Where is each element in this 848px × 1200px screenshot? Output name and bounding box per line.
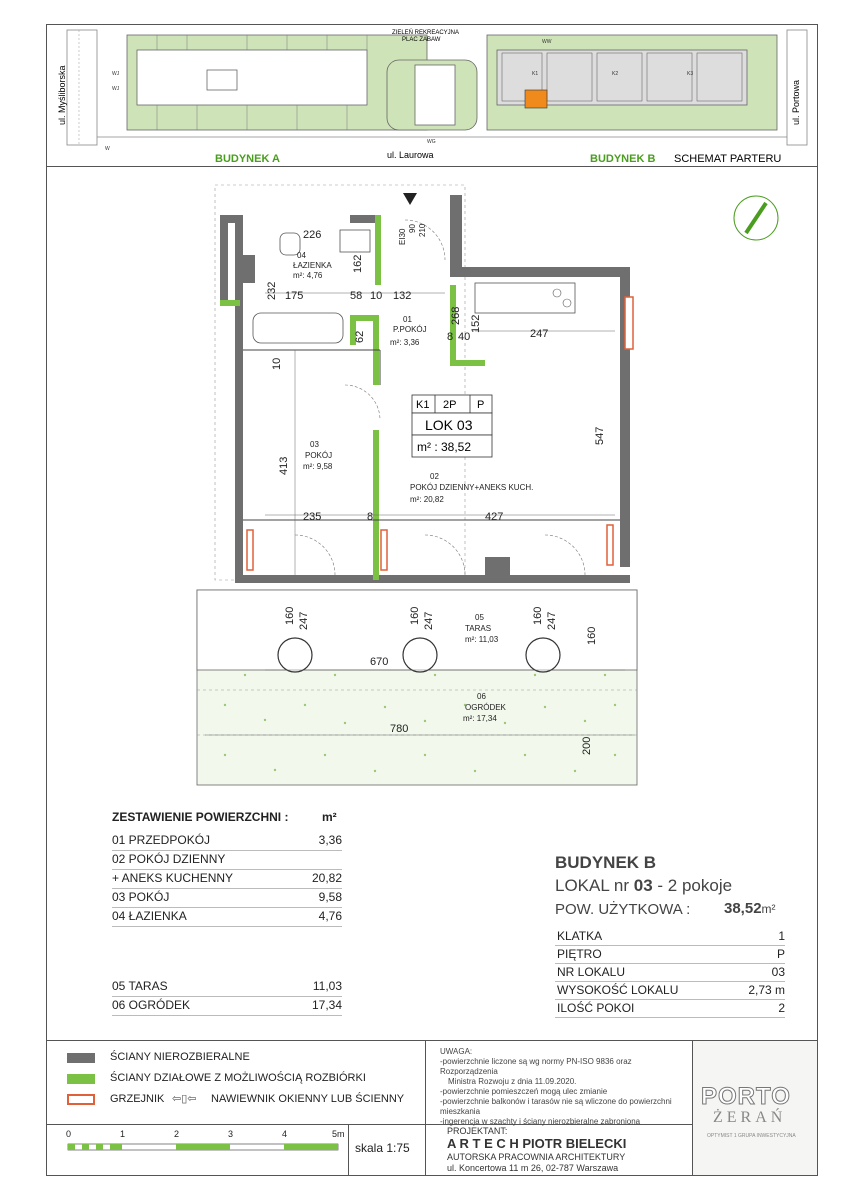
room-terrace-num: 05 <box>475 613 484 622</box>
room-hall-area: m²: 3,36 <box>390 338 420 347</box>
mark-k1: K1 <box>532 71 539 77</box>
divider <box>425 1040 426 1176</box>
dim: 58 <box>350 290 363 302</box>
dim: 235 <box>303 511 322 523</box>
lokal-title: LOKAL nr 03 - 2 pokoje <box>555 876 733 895</box>
room-garden-name: OGRÓDEK <box>465 703 506 712</box>
lok-rooms: 2P <box>443 399 457 411</box>
dim: 200 <box>581 736 593 755</box>
schema-label: SCHEMAT PARTERU <box>674 153 782 165</box>
summary-row: 01 PRZEDPOKÓJ 3,36 <box>112 832 342 851</box>
info-row: NR LOKALU 03 <box>555 964 785 982</box>
summary-heading: ZESTAWIENIE POWIERZCHNI : <box>112 810 289 824</box>
door-label: EI30 <box>398 228 407 245</box>
dim: 160 <box>586 626 598 645</box>
vent-icon: ⇦▯⇦ <box>172 1093 197 1105</box>
dim: 247 <box>546 611 558 630</box>
legend-removable-label: ŚCIANY DZIAŁOWE Z MOŻLIWOŚCIĄ ROZBIÓRKI <box>110 1072 366 1084</box>
dim: 10 <box>370 290 383 302</box>
dim: 40 <box>458 331 471 343</box>
room-room-num: 03 <box>310 440 319 449</box>
designer-address: ul. Koncertowa 11 m 26, 02-787 Warszawa <box>447 1163 619 1173</box>
dim: 427 <box>485 511 504 523</box>
info-row: KLATKA 1 <box>555 928 785 946</box>
building-a-label: BUDYNEK A <box>215 153 280 165</box>
dim: 162 <box>352 254 364 273</box>
dim: 247 <box>423 611 435 630</box>
scale-tick: 4 <box>282 1129 288 1139</box>
logo-line1: PORTO <box>701 1083 791 1110</box>
info-row: ILOŚĆ POKOI 2 <box>555 1000 785 1018</box>
designer-sub: AUTORSKA PRACOWNIA ARCHITEKTURY <box>447 1152 626 1162</box>
designer-name: A R T E C H PIOTR BIELECKI <box>447 1136 627 1151</box>
floor-plan <box>185 175 655 795</box>
room-garden-area: m²: 17,34 <box>463 714 497 723</box>
mark-k2: K2 <box>612 71 619 77</box>
dim: 160 <box>532 606 544 625</box>
dim: 175 <box>285 290 304 302</box>
area-value: 38,52m² <box>724 900 776 917</box>
scale-label: skala 1:75 <box>355 1141 410 1155</box>
green-area-label: ZIELEŃ REKREACYJNA <box>392 30 460 36</box>
building-title: BUDYNEK B <box>555 853 657 872</box>
dim: 247 <box>530 328 549 340</box>
street-bottom-label: ul. Laurowa <box>387 150 434 160</box>
room-bath-name: ŁAZIENKA <box>293 261 332 270</box>
area-label: POW. UŻYTKOWA : <box>555 901 691 918</box>
logo-line2: ŻERAŃ <box>713 1109 787 1126</box>
room-bath-area: m²: 4,76 <box>293 271 323 280</box>
info-row: WYSOKOŚĆ LOKALU 2,73 m <box>555 982 785 1000</box>
dim: 152 <box>470 314 482 333</box>
room-hall-num: 01 <box>403 315 412 324</box>
door-label: 210 <box>418 223 427 237</box>
scale-tick: 0 <box>66 1129 72 1139</box>
dim: 160 <box>409 606 421 625</box>
room-garden-num: 06 <box>477 692 486 701</box>
dim: 132 <box>393 290 412 302</box>
dim: 547 <box>594 426 606 445</box>
building-b-label: BUDYNEK B <box>590 153 656 165</box>
notes-line: -powierzchnie balkonów i tarasów nie są wliczone do powierzchni mieszkania <box>440 1097 672 1116</box>
legend-swatch-removable <box>67 1074 95 1084</box>
designer-label: PROJEKTANT: <box>447 1126 508 1136</box>
mark-wj: WJ <box>112 86 120 92</box>
logo-tagline: OPTYMIST 1 GRUPA INWESTYCYJNA <box>707 1133 796 1139</box>
divider <box>46 166 818 167</box>
room-living-num: 02 <box>430 472 439 481</box>
playground-label: PLAC ZABAW <box>402 37 441 43</box>
mark-wj: WJ <box>112 71 120 77</box>
room-room-area: m²: 9,58 <box>303 462 333 471</box>
info-row: PIĘTRO P <box>555 946 785 964</box>
room-living-name: POKÓJ DZIENNY+ANEKS KUCH. <box>410 483 534 492</box>
summary-row: 04 ŁAZIENKA 4,76 <box>112 908 342 927</box>
lok-k: K1 <box>416 399 430 411</box>
room-room-name: POKÓJ <box>305 451 333 460</box>
mark-wg: WG <box>427 139 436 145</box>
scale-tick: 5m <box>332 1129 345 1139</box>
legend-fixed-label: ŚCIANY NIEROZBIERALNE <box>110 1051 250 1063</box>
dim: 268 <box>450 306 462 325</box>
mark-ww: WW <box>542 39 552 45</box>
summary-row: 06 OGRÓDEK 17,34 <box>112 997 342 1016</box>
legend-heater-label: GRZEJNIK <box>110 1093 165 1105</box>
door-label: 90 <box>408 224 417 233</box>
room-terrace-name: TARAS <box>465 624 492 633</box>
notes-line: -powierzchnie pomieszczeń mogą ulec zmianie <box>440 1087 608 1096</box>
dim: 780 <box>390 723 409 735</box>
dim: 8 <box>367 511 374 523</box>
scale-tick: 3 <box>228 1129 234 1139</box>
notes-line: Ministra Rozwoju z dnia 11.09.2020. <box>448 1077 577 1086</box>
porto-zeran-logo <box>693 1041 817 1175</box>
room-hall-name: P.POKÓJ <box>393 325 427 334</box>
scale-bar <box>66 1126 346 1174</box>
divider <box>46 1124 425 1125</box>
dim: 226 <box>303 229 322 241</box>
legend-swatch-heater <box>67 1094 95 1105</box>
scale-tick: 2 <box>174 1129 180 1139</box>
notes-block <box>440 1047 690 1127</box>
notes-line: -powierzchnie liczone są wg normy PN-ISO 9836 oraz Rozporządzenia <box>440 1057 632 1076</box>
room-bath-num: 04 <box>297 251 306 260</box>
dim: 10 <box>271 357 283 370</box>
summary-row: 05 TARAS 11,03 <box>112 978 342 997</box>
dim: 62 <box>354 330 366 343</box>
north-arrow-icon <box>731 193 781 243</box>
room-living-area: m²: 20,82 <box>410 495 444 504</box>
dim: 247 <box>298 611 310 630</box>
dim: 8 <box>447 331 454 343</box>
site-plan <box>47 25 817 166</box>
dim: 413 <box>278 456 290 475</box>
legend-vent-label: NAWIEWNIK OKIENNY LUB ŚCIENNY <box>211 1093 405 1105</box>
dim: 670 <box>370 656 389 668</box>
dim: 232 <box>266 281 278 300</box>
lok-name: LOK 03 <box>425 417 473 433</box>
divider <box>348 1124 349 1176</box>
lok-floor: P <box>477 399 485 411</box>
legend-swatch-fixed <box>67 1053 95 1063</box>
mark-k3: K3 <box>687 71 694 77</box>
room-terrace-area: m²: 11,03 <box>465 635 499 644</box>
street-right-label: ul. Portowa <box>791 79 801 125</box>
notes-line: -ingerencja w szachty i ściany nierozbieralne zabroniona <box>440 1117 641 1126</box>
dim: 160 <box>284 606 296 625</box>
scale-tick: 1 <box>120 1129 126 1139</box>
summary-row: 02 POKÓJ DZIENNY <box>112 851 342 870</box>
lok-area: m² : 38,52 <box>417 440 472 454</box>
summary-row: 03 POKÓJ 9,58 <box>112 889 342 908</box>
summary-unit: m² <box>322 810 337 824</box>
mark-w: W <box>105 146 110 152</box>
street-left-label: ul. Myśliborska <box>57 65 67 125</box>
lok-box <box>412 395 492 457</box>
summary-row: + ANEKS KUCHENNY 20,82 <box>112 870 342 889</box>
notes-title: UWAGA: <box>440 1047 473 1056</box>
